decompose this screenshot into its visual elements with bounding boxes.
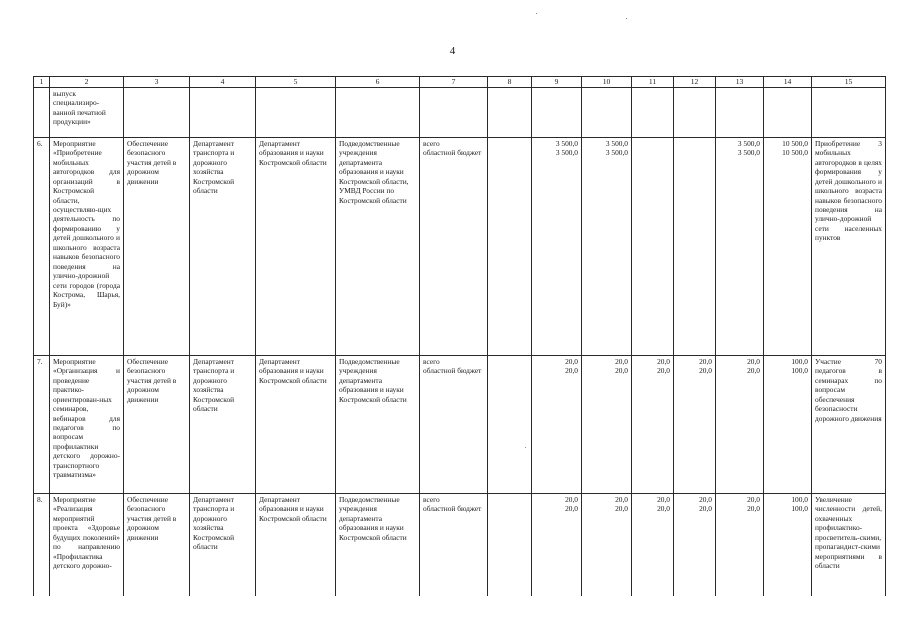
- activity-cell: выпуск специализиро-ванной печатной продукции»: [50, 87, 124, 137]
- row-number: 6.: [34, 137, 50, 355]
- value-cell: 20,0 20,0: [674, 355, 716, 493]
- total-cell: 100,0 100,0: [764, 493, 812, 623]
- column-number: 9: [532, 77, 582, 88]
- column-number: 7: [420, 77, 488, 88]
- result-cell: Приобретение 3 мобильных автогородков в целях формирования у детей дошкольного и школьного возраста навыков безопасного поведения на улично-дорожной сети населенных пунктов: [812, 137, 886, 355]
- row-number: 7.: [34, 355, 50, 493]
- participants-cell: Подведомственные учреждения департамента образования и науки Костромской области: [336, 355, 420, 493]
- direction-cell: Обеспечение безопасного участия детей в дорожном движении: [124, 137, 190, 355]
- direction-cell: Обеспечение безопасного участия детей в дорожном движении: [124, 493, 190, 623]
- column-number: 13: [716, 77, 764, 88]
- scan-speck: [626, 18, 627, 19]
- value-cell: 20,0 20,0: [532, 493, 582, 623]
- responsible-cell: Департамент образования и науки Костромской области: [256, 493, 336, 623]
- total-cell: 10 500,0 10 500,0: [764, 137, 812, 355]
- column-number: 3: [124, 77, 190, 88]
- page-number: 4: [449, 45, 456, 57]
- column-number: 5: [256, 77, 336, 88]
- column-number: 2: [50, 77, 124, 88]
- table-row: [34, 137, 886, 355]
- column-number-row: [34, 77, 886, 88]
- result-cell: Увеличение численности детей, охваченных профилактико-просветитель-скими, пропагандист-скими мероприятиями в области: [812, 493, 886, 623]
- value-cell: 3 500,0 3 500,0: [716, 137, 764, 355]
- value-cell: 3 500,0 3 500,0: [532, 137, 582, 355]
- activity-cell: Мероприятие «Реализация мероприятий проекта «Здоровье будущих поколений» по направлению «Профилактика детского дорожно-: [50, 493, 124, 623]
- column-number: 11: [632, 77, 674, 88]
- value-cell: 20,0 20,0: [532, 355, 582, 493]
- activity-cell: Мероприятие «Организация и проведение практико-ориентирован-ных семинаров, вебинаров для педагогов по вопросам профилактики детского дорожно-транспортного травматизма»: [50, 355, 124, 493]
- responsible-cell: Департамент образования и науки Костромской области: [256, 355, 336, 493]
- continuation-row: [34, 87, 886, 137]
- scan-speck: [536, 13, 537, 14]
- program-table: [33, 76, 886, 624]
- responsible-cell: Департамент образования и науки Костромской области: [256, 137, 336, 355]
- value-cell: [488, 355, 532, 493]
- result-cell: Участие 70 педагогов в семинарах по вопросам обеспечения безопасности дорожного движения: [812, 355, 886, 493]
- row-number: 8.: [34, 493, 50, 623]
- value-cell: 20,0 20,0: [716, 355, 764, 493]
- column-number: 8: [488, 77, 532, 88]
- participants-cell: Подведомственные учреждения департамента образования и науки Костромской области, УМВД России по Костромской области: [336, 137, 420, 355]
- coordinator-cell: Департамент транспорта и дорожного хозяйства Костромской области: [190, 493, 256, 623]
- value-cell: [632, 137, 674, 355]
- column-number: 12: [674, 77, 716, 88]
- funding-source-cell: всего областной бюджет: [420, 137, 488, 355]
- value-cell: 20,0 20,0: [582, 355, 632, 493]
- column-number: 14: [764, 77, 812, 88]
- funding-source-cell: всего областной бюджет: [420, 493, 488, 623]
- value-cell: 20,0 20,0: [674, 493, 716, 623]
- value-cell: 20,0 20,0: [716, 493, 764, 623]
- column-number: 10: [582, 77, 632, 88]
- page-bottom-cut: [0, 596, 905, 640]
- value-cell: 20,0 20,0: [632, 493, 674, 623]
- column-number: 4: [190, 77, 256, 88]
- value-cell: 3 500,0 3 500,0: [582, 137, 632, 355]
- coordinator-cell: Департамент транспорта и дорожного хозяйства Костромской области: [190, 137, 256, 355]
- coordinator-cell: Департамент транспорта и дорожного хозяйства Костромской области: [190, 355, 256, 493]
- table-row: [34, 355, 886, 493]
- column-number: 1: [34, 77, 50, 88]
- participants-cell: Подведомственные учреждения департамента образования и науки Костромской области: [336, 493, 420, 623]
- column-number: 15: [812, 77, 886, 88]
- value-cell: [674, 137, 716, 355]
- funding-source-cell: всего областной бюджет: [420, 355, 488, 493]
- direction-cell: Обеспечение безопасного участия детей в дорожном движении: [124, 355, 190, 493]
- value-cell: 20,0 20,0: [632, 355, 674, 493]
- scan-speck: [525, 447, 526, 448]
- value-cell: 20,0 20,0: [582, 493, 632, 623]
- total-cell: 100,0 100,0: [764, 355, 812, 493]
- column-number: 6: [336, 77, 420, 88]
- activity-cell: Мероприятие «Приобретение мобильных автогородков для организаций в Костромской области, осуществляю-щих деятельность по формированию у детей дошкольного и школьного возраста навыков безопасного поведения на улично-дорожной сети городов (города Кострома, Шарья, Буй)»: [50, 137, 124, 355]
- value-cell: [488, 137, 532, 355]
